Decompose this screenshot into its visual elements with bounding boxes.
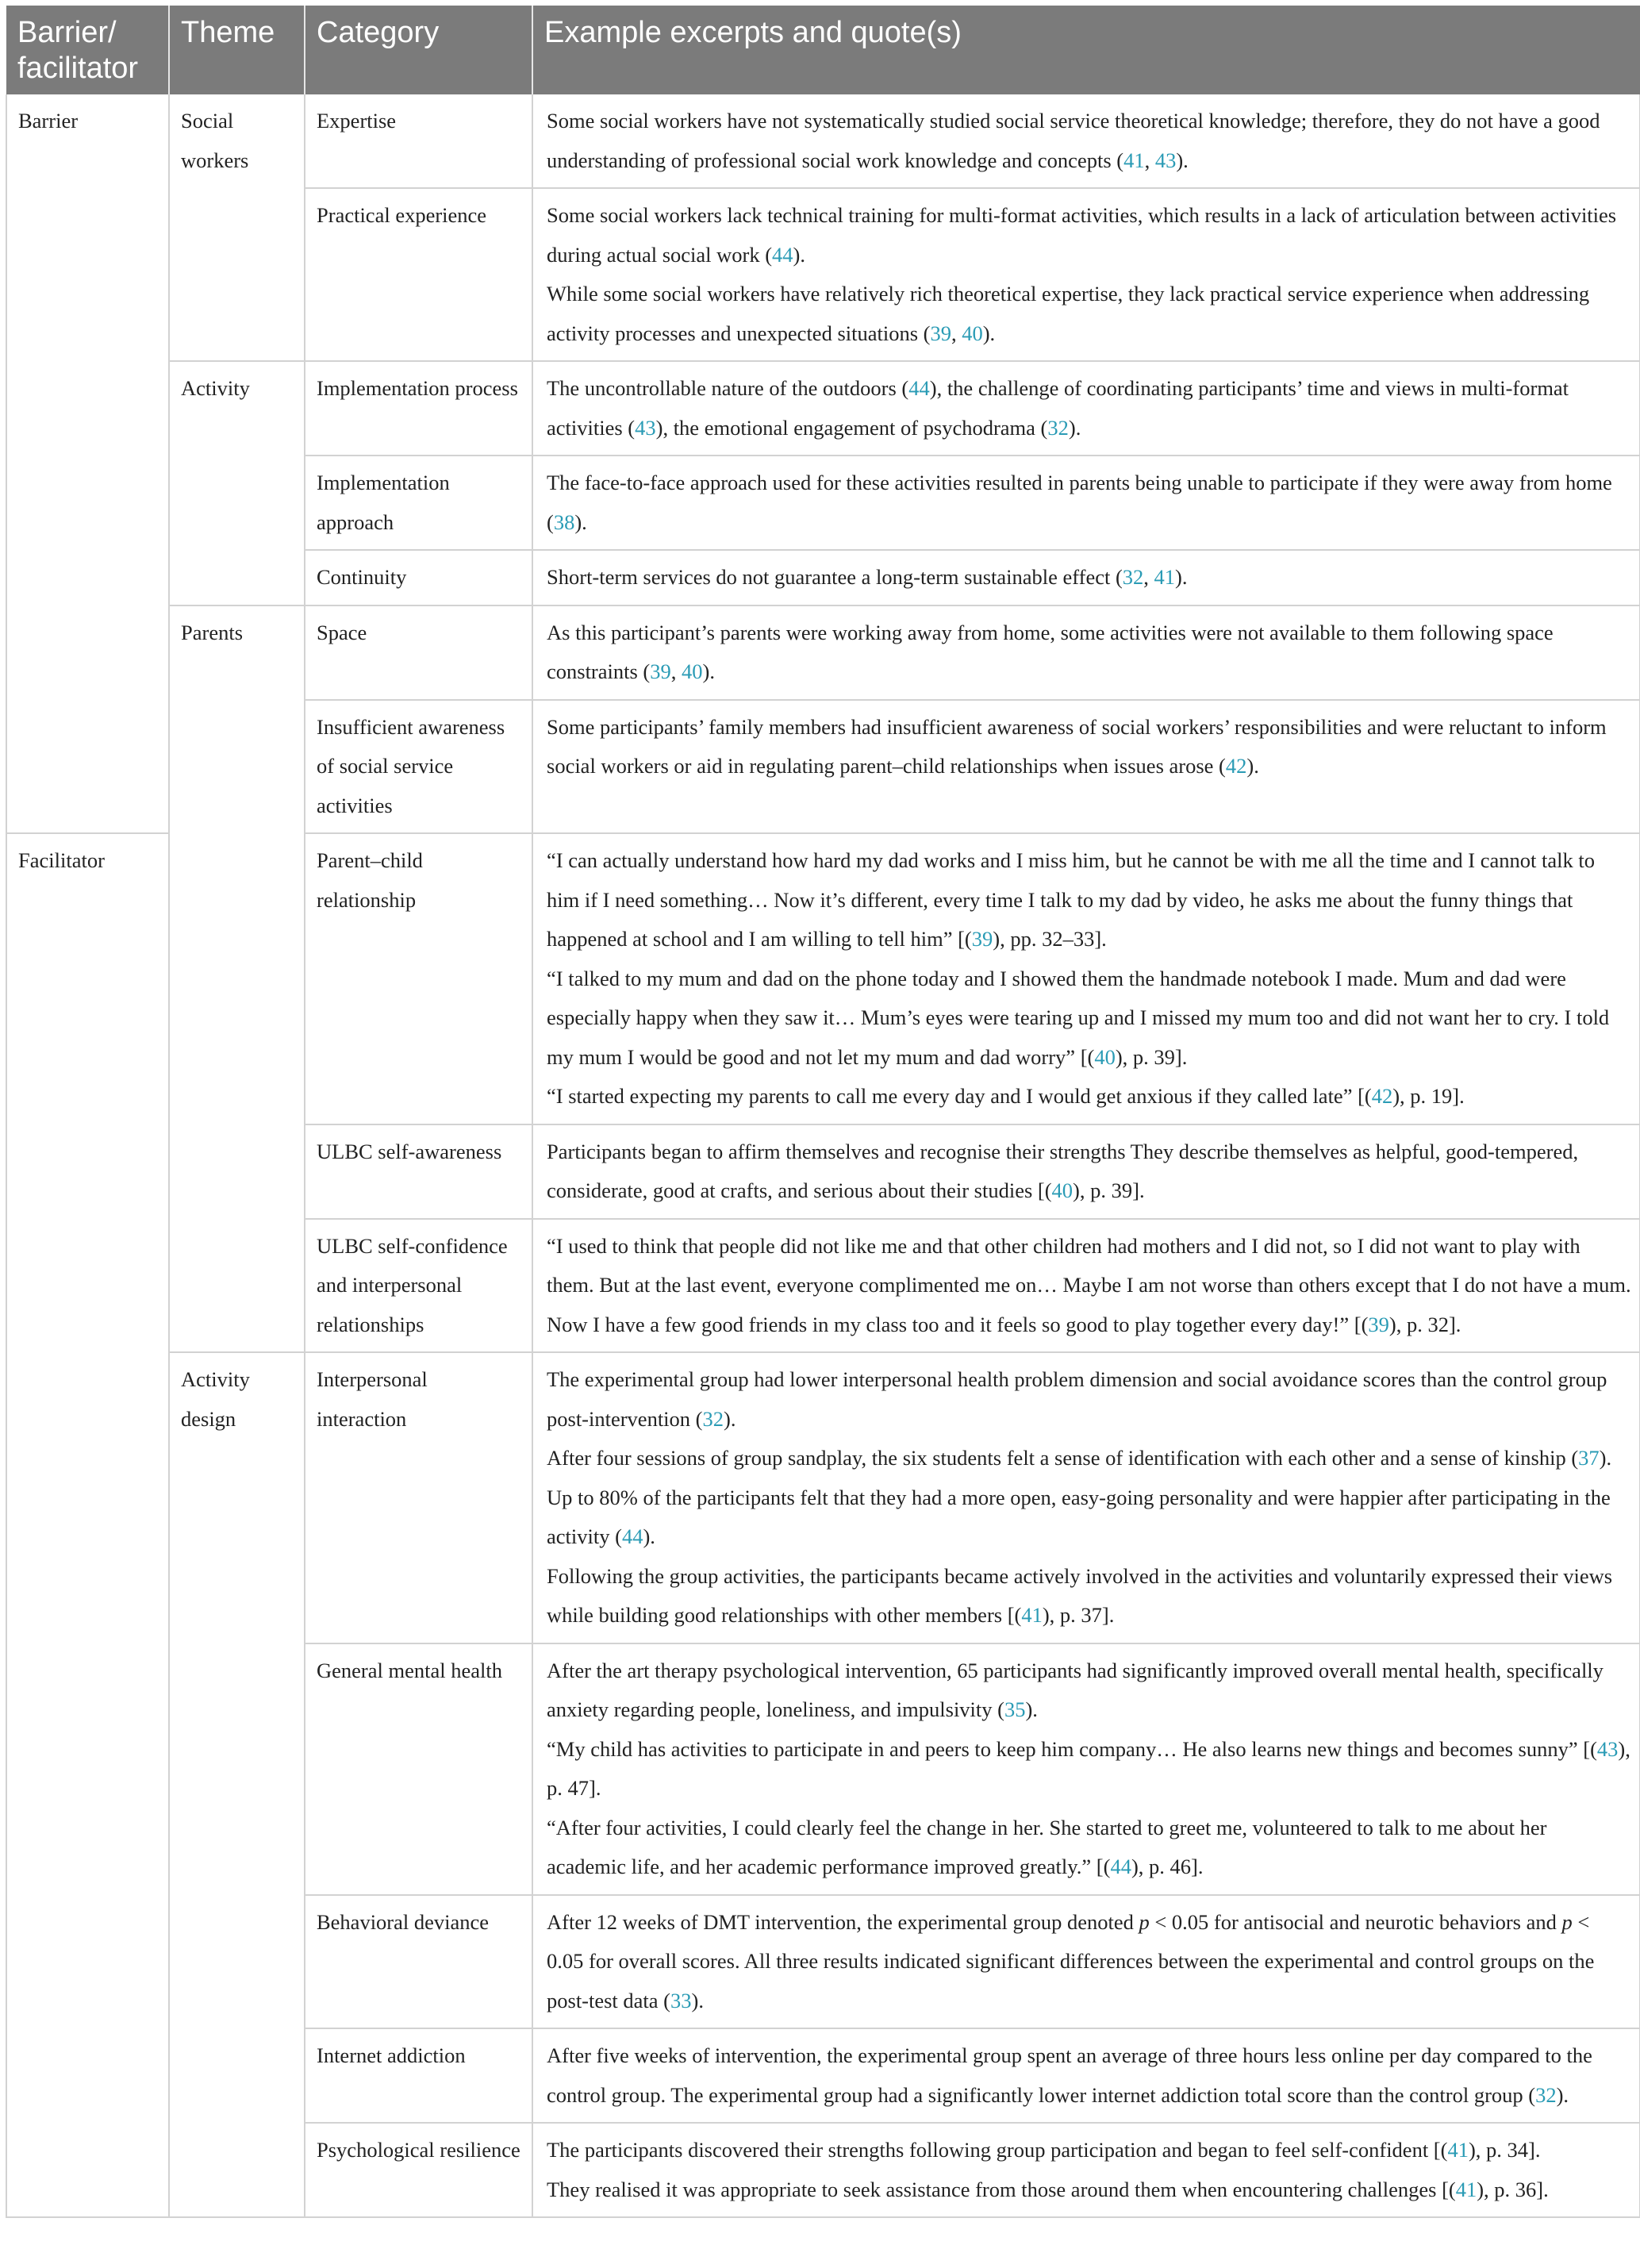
quote-cell [532, 2028, 1640, 2123]
quote-paragraph: Short-term services do not guarantee a long-term sustainable effect (32, 41). [547, 565, 1188, 589]
category-cell: ULBC self-awareness [305, 1124, 532, 1219]
quote-paragraph: After five weeks of intervention, the experimental group spent an average of three hours less online per day compared to the control group. The experimental group had a significantly lower internet addiction total score than the control group (32). [547, 2043, 1592, 2107]
quote-cell [532, 1643, 1640, 1895]
table-body [6, 94, 1640, 2217]
quote-paragraph: “After four activities, I could clearly feel the change in her. She started to greet me, volunteered to talk to me about her academic life, and her academic performance improved greatly.” [(44), p. 46]. [547, 1815, 1547, 1878]
reference-link[interactable]: 41 [1021, 1603, 1043, 1627]
reference-link[interactable]: 33 [670, 1988, 692, 2012]
header-theme: Theme [169, 6, 305, 94]
quote-cell [532, 833, 1640, 1124]
quote-paragraph: “My child has activities to participate in and peers to keep him company… He also learns new things and becomes sunny” [(43), p. 47]. [547, 1736, 1630, 1800]
category-cell: General mental health [305, 1643, 532, 1895]
reference-link[interactable]: 43 [1154, 148, 1177, 172]
theme-cell: Activity [169, 361, 305, 605]
reference-link[interactable]: 42 [1371, 1084, 1393, 1108]
statistic-symbol: p [1139, 1909, 1150, 1934]
category-cell: Implementation process [305, 361, 532, 456]
quote-cell [532, 1219, 1640, 1353]
reference-link[interactable]: 39 [971, 927, 993, 951]
quote-paragraph: Following the group activities, the participants became actively involved in the activities and voluntarily expressed their views while building good relationships with other members [(41), p. 37]. [547, 1563, 1613, 1627]
reference-link[interactable]: 44 [1110, 1855, 1131, 1878]
category-cell: Parent–child relationship [305, 833, 532, 1124]
quote-cell [532, 700, 1640, 834]
reference-link[interactable]: 40 [682, 659, 703, 683]
quote-paragraph: “I can actually understand how hard my dad works and I miss him, but he cannot be with me all the time and I cannot talk to him if I need something… Now it’s different, every time I talk to my dad by video, he asks me about the funny things that happened at school and I am willing to tell him” [(39), pp. 32–33]. [547, 848, 1595, 951]
quote-cell [532, 188, 1640, 361]
quote-cell [532, 1895, 1640, 2029]
category-cell: Insufficient awareness of social service activities [305, 700, 532, 834]
quote-cell [532, 456, 1640, 550]
table-row [6, 605, 1640, 700]
category-cell: Continuity [305, 550, 532, 605]
barriers-facilitators-table [6, 6, 1640, 2218]
theme-cell: Activity design [169, 1352, 305, 2217]
category-cell: Implementation approach [305, 456, 532, 550]
quote-paragraph: After 12 weeks of DMT intervention, the experimental group denoted p < 0.05 for antisocial and neurotic behaviors and p < 0.05 for overall scores. All three results indicated significant differences between the experimental and control groups on the post-test data (33). [547, 1909, 1595, 2012]
reference-link[interactable]: 41 [1154, 565, 1176, 589]
reference-link[interactable]: 35 [1004, 1697, 1026, 1721]
quote-cell [532, 94, 1640, 188]
reference-link[interactable]: 32 [1047, 415, 1069, 440]
category-cell: Practical experience [305, 188, 532, 361]
quote-paragraph: “I used to think that people did not like me and that other children had mothers and I did not, so I did not want to play with them. But at the last event, everyone complimented me on… Maybe I am not worse than others except that I do not have a mum. Now I have a few good friends in my class too and it feels so good to play together every day!” [(39), p. 32]. [547, 1233, 1631, 1336]
group-cell: Barrier [6, 94, 169, 833]
quote-cell [532, 1124, 1640, 1219]
reference-link[interactable]: 39 [1368, 1312, 1389, 1336]
reference-link[interactable]: 32 [702, 1406, 724, 1431]
quote-paragraph: Participants began to affirm themselves and recognise their strengths They describe themselves as helpful, good-tempered, considerate, good at crafts, and serious about their studies [(40), p. 39]. [547, 1139, 1579, 1202]
reference-link[interactable]: 41 [1447, 2138, 1469, 2162]
reference-link[interactable]: 43 [635, 415, 656, 440]
table-row [6, 94, 1640, 188]
quote-paragraph: The face-to-face approach used for these activities resulted in parents being unable to participate if they were away from home (38). [547, 471, 1612, 534]
quote-paragraph: While some social workers have relatively rich theoretical expertise, they lack practical service experience when addressing activity processes and unexpected situations (39, 40). [547, 282, 1590, 345]
reference-link[interactable]: 41 [1123, 148, 1145, 172]
quote-paragraph: Up to 80% of the participants felt that they had a more open, easy-going personality and were happier after participating in the activity (44). [547, 1485, 1611, 1548]
quote-cell [532, 361, 1640, 456]
quote-paragraph: Some social workers lack technical training for multi-format activities, which results in a lack of articulation between activities during actual social work (44). [547, 203, 1617, 267]
reference-link[interactable]: 40 [1051, 1178, 1073, 1202]
reference-link[interactable]: 40 [1094, 1044, 1116, 1069]
table-container [6, 6, 1639, 2218]
header-category: Category [305, 6, 532, 94]
category-cell: ULBC self-confidence and interpersonal relationships [305, 1219, 532, 1353]
quote-paragraph: The participants discovered their strengths following group participation and began to feel self-confident [(41), p. 34]. [547, 2138, 1541, 2162]
reference-link[interactable]: 39 [650, 659, 671, 683]
table-row [6, 1352, 1640, 1643]
reference-link[interactable]: 32 [1535, 2082, 1557, 2107]
quote-cell [532, 1352, 1640, 1643]
header-example-excerpts: Example excerpts and quote(s) [532, 6, 1640, 94]
reference-link[interactable]: 44 [908, 376, 930, 400]
quote-paragraph: As this participant’s parents were working away from home, some activities were not available to them following space constraints (39, 40). [547, 620, 1554, 683]
quote-cell [532, 550, 1640, 605]
table-header [6, 6, 1640, 94]
reference-link[interactable]: 37 [1578, 1446, 1600, 1470]
group-cell: Facilitator [6, 833, 169, 2217]
category-cell: Expertise [305, 94, 532, 188]
reference-link[interactable]: 39 [930, 321, 951, 345]
quote-paragraph: The uncontrollable nature of the outdoors (44), the challenge of coordinating participants’ time and views in multi-format activities (43), the emotional engagement of psychodrama (32). [547, 376, 1569, 440]
reference-link[interactable]: 40 [962, 321, 983, 345]
category-cell: Interpersonal interaction [305, 1352, 532, 1643]
theme-cell: Social workers [169, 94, 305, 361]
quote-paragraph: “I talked to my mum and dad on the phone today and I showed them the handmade notebook I made. Mum and dad were especially happy when they saw it… Mum’s eyes were tearing up and I missed my mum too and did not want her to cry. I told my mum I would be good and not let my mum and dad worry” [(40), p. 39]. [547, 966, 1610, 1069]
reference-link[interactable]: 41 [1455, 2177, 1477, 2201]
reference-link[interactable]: 32 [1122, 565, 1144, 589]
header-barrier-facilitator: Barrier/ facilitator [6, 6, 169, 94]
category-cell: Behavioral deviance [305, 1895, 532, 2029]
reference-link[interactable]: 38 [553, 509, 575, 534]
quote-paragraph: Some participants’ family members had insufficient awareness of social workers’ responsibilities and were reluctant to inform social workers or aid in regulating parent–child relationships when issues arose (42). [547, 714, 1607, 778]
header-row [6, 6, 1640, 94]
category-cell: Internet addiction [305, 2028, 532, 2123]
quote-paragraph: Some social workers have not systematically studied social service theoretical knowledge; therefore, they do not have a good understanding of professional social work knowledge and concepts (41, 43). [547, 109, 1600, 172]
reference-link[interactable]: 42 [1225, 754, 1247, 778]
quote-paragraph: They realised it was appropriate to seek assistance from those around them when encountering challenges [(41), p. 36]. [547, 2177, 1549, 2201]
reference-link[interactable]: 44 [621, 1524, 643, 1548]
category-cell: Psychological resilience [305, 2123, 532, 2217]
reference-link[interactable]: 43 [1596, 1736, 1619, 1761]
table-row [6, 361, 1640, 456]
quote-paragraph: “I started expecting my parents to call me every day and I would get anxious if they called late” [(42), p. 19]. [547, 1084, 1465, 1108]
theme-cell: Parents [169, 605, 305, 1353]
quote-cell [532, 605, 1640, 700]
quote-cell [532, 2123, 1640, 2217]
statistic-symbol: p [1561, 1909, 1573, 1934]
category-cell: Space [305, 605, 532, 700]
quote-paragraph: The experimental group had lower interpersonal health problem dimension and social avoidance scores than the control group post-intervention (32). [547, 1367, 1607, 1431]
quote-paragraph: After four sessions of group sandplay, the six students felt a sense of identification with each other and a sense of kinship (37). [547, 1446, 1612, 1470]
reference-link[interactable]: 44 [772, 242, 793, 267]
quote-paragraph: After the art therapy psychological intervention, 65 participants had significantly improved overall mental health, specifically anxiety regarding people, loneliness, and impulsivity (35). [547, 1658, 1604, 1721]
